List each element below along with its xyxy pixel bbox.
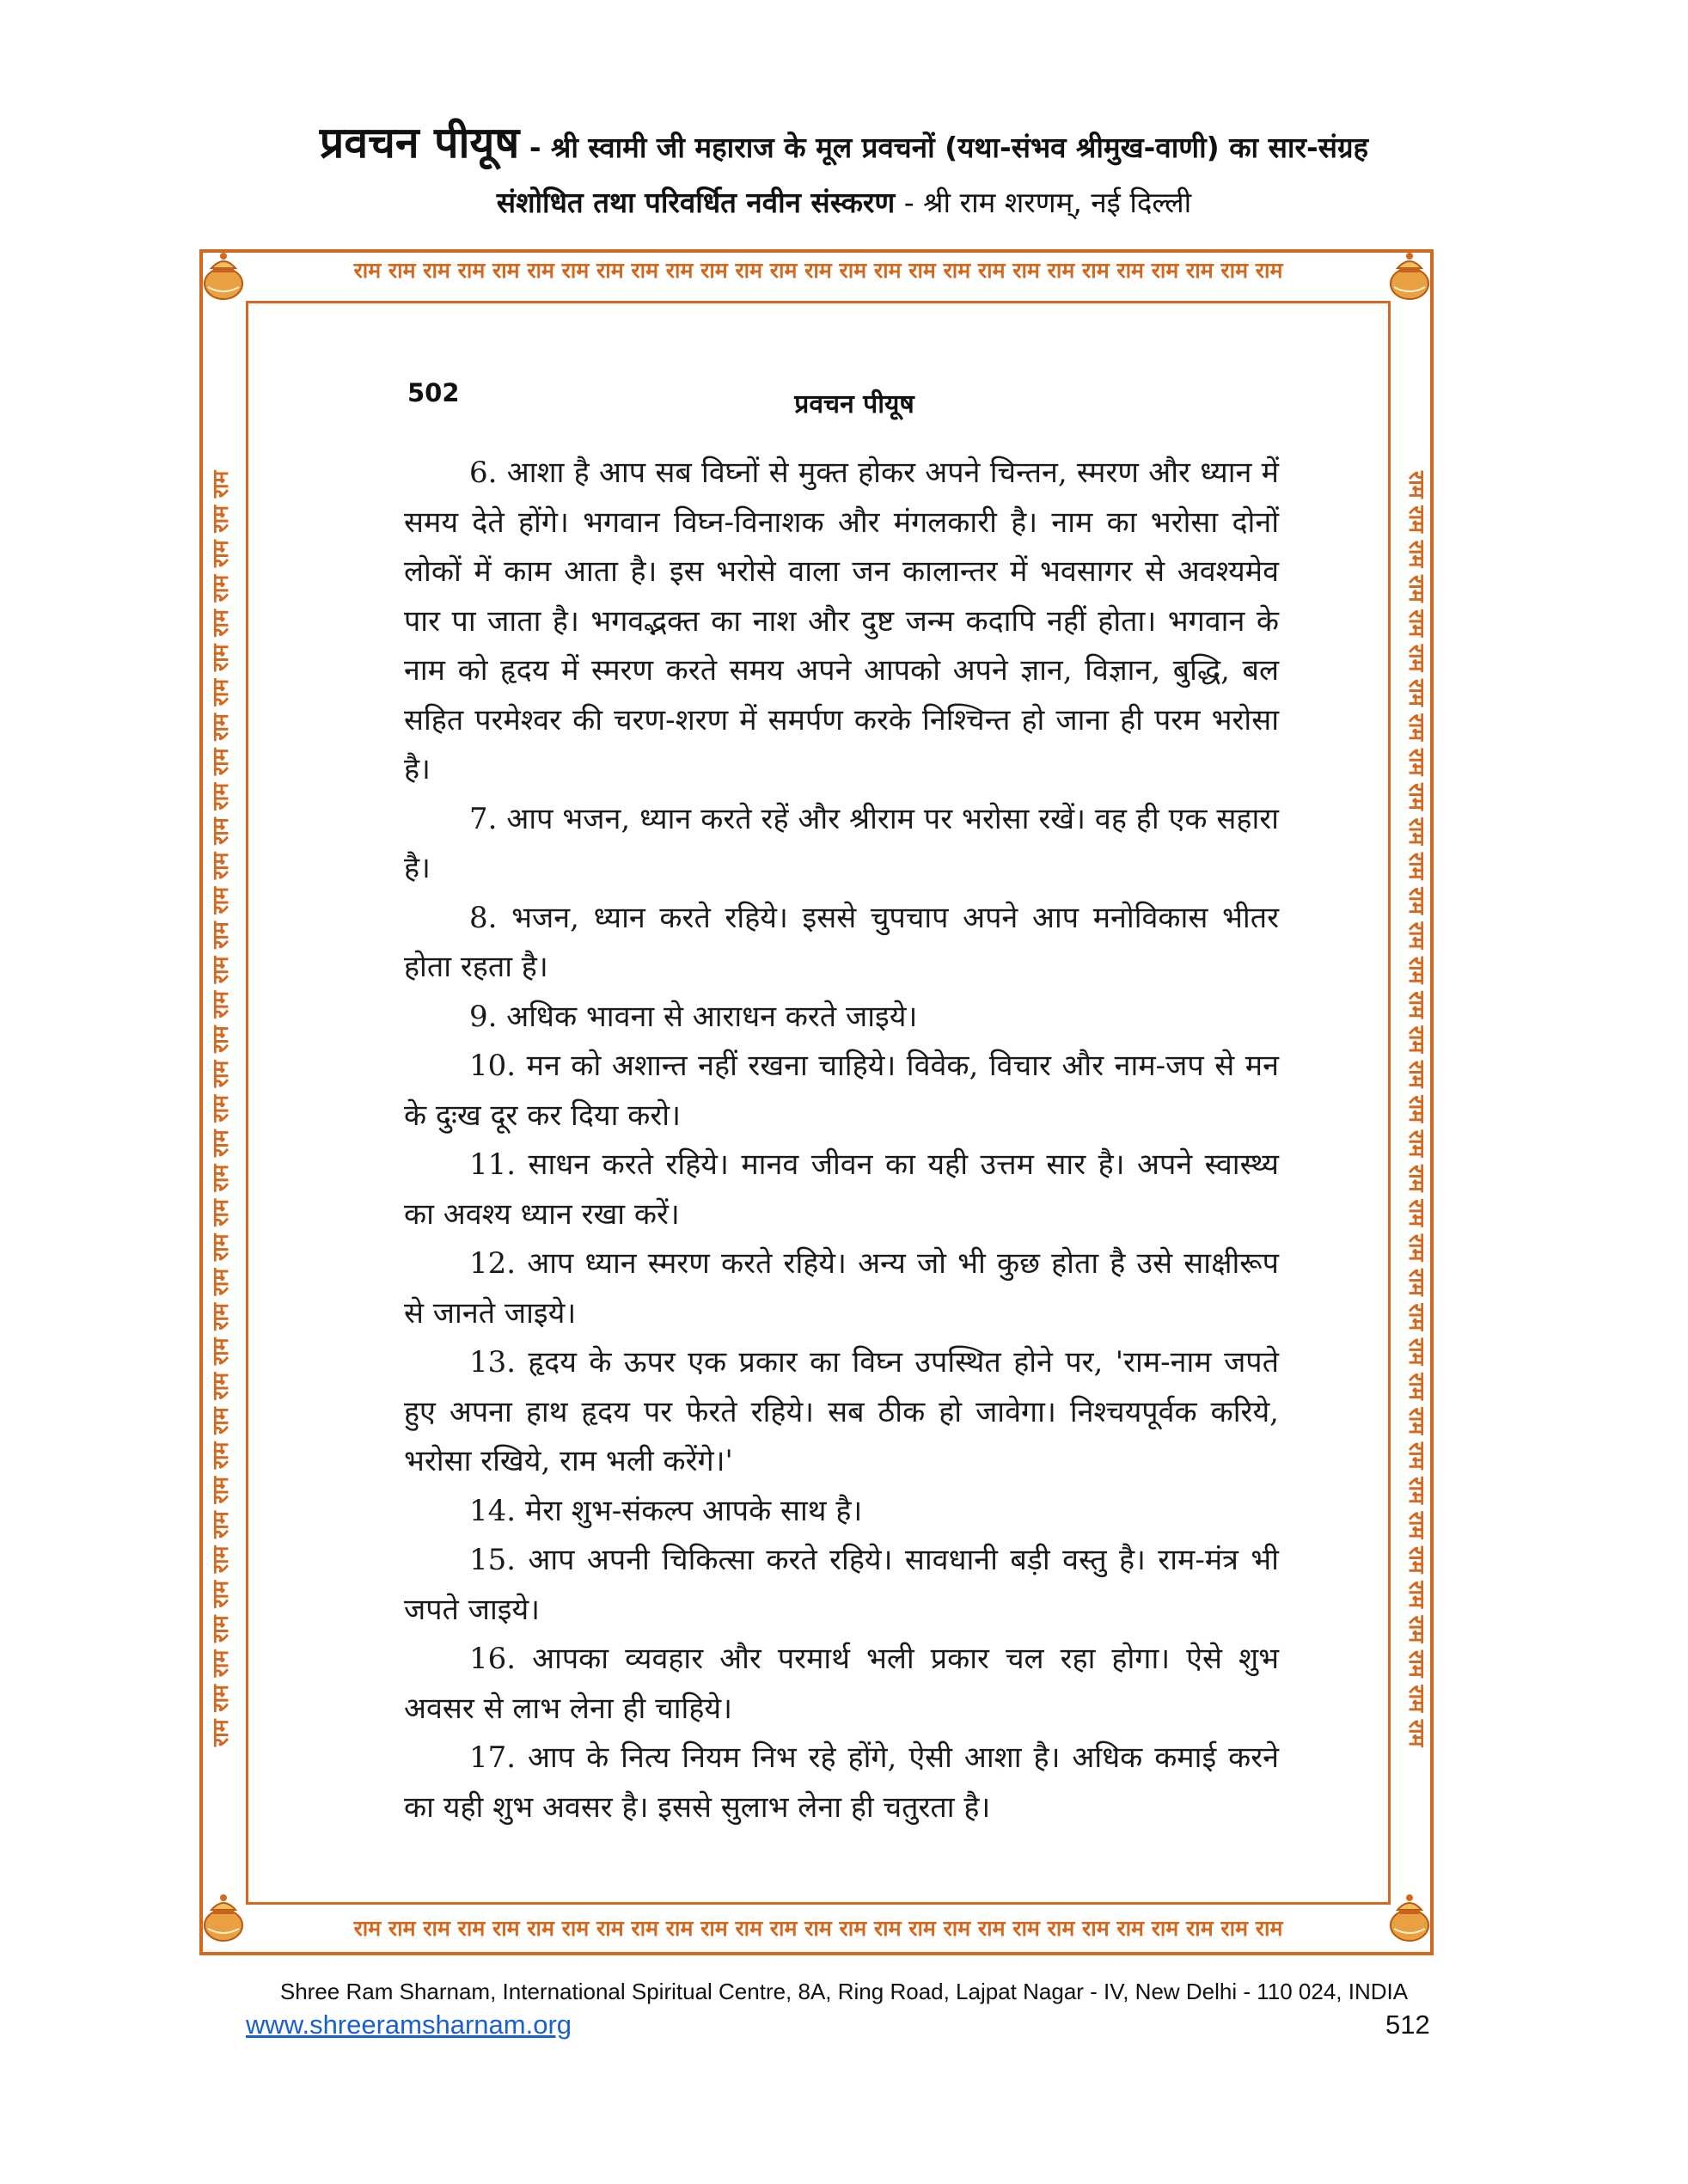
paragraph: 6. आशा है आप सब विघ्नों से मुक्त होकर अपने चिन्तन, स्मरण और ध्यान में समय देते होंगे। भगवान विघ्न-विनाशक और मंगलकारी है। नाम का भरोसा दोनों लोकों में काम आता है। इस भरोसे वाला जन कालान्तर में भवसागर से अवश्यमेव पार पा जाता है। भगवद्भक्त का नाश और दुष्ट जन्म कदापि नहीं होता। भगवान के नाम को हृदय में स्मरण करते समय अपने आपको अपने ज्ञान, विज्ञान, बुद्धि, बल सहित परमेश्वर की चरण-शरण में समर्पण करके निश्चिन्त हो जाना ही परम भरोसा है। xyxy=(404,456,1279,786)
kalash-icon xyxy=(1385,249,1434,304)
paragraph: 14. मेरा शुभ-संकल्प आपके साथ है। xyxy=(469,1493,863,1528)
running-head-text: प्रवचन पीयूष xyxy=(794,389,914,419)
edition-rest: - श्री राम शरणम्, नई दिल्ली xyxy=(895,186,1192,219)
paragraph: 13. हृदय के ऊपर एक प्रकार का विघ्न उपस्थित होने पर, 'राम-नाम जपते हुए अपना हाथ हृदय पर फेरते रहिये। सब ठीक हो जावेगा। निश्चयपूर्वक करिये, भरोसा रखिये, राम भली करेंगे।' xyxy=(404,1345,1279,1478)
footer-address: Shree Ram Sharnam, International Spiritual Centre, 8A, Ring Road, Lajpat Nagar - IV, New Delhi - 110 024, INDIA xyxy=(279,1979,1409,2004)
border-top-ram: राम राम राम राम राम राम राम राम राम राम राम राम राम राम राम राम राम राम राम राम राम राम राम राम राम राम राम xyxy=(353,258,1283,283)
document-title xyxy=(0,112,1688,170)
paragraph: 10. मन को अशान्त नहीं रखना चाहिये। विवेक, विचार और नाम-जप से मन के दुःख दूर कर दिया करो। xyxy=(404,1049,1279,1133)
title-subtitle: - श्री स्वामी जी महाराज के मूल प्रवचनों (यथा-संभव श्रीमुख-वाणी) का सार-संग्रह xyxy=(519,131,1369,164)
paragraph: 9. अधिक भावना से आराधन करते जाइये। xyxy=(469,999,918,1034)
book-running-head xyxy=(0,385,1688,420)
edition-line xyxy=(0,182,1688,221)
border-left-ram: राम राम राम राम राम राम राम राम राम राम राम राम राम राम राम राम राम राम राम राम राम राम राम राम राम राम राम राम राम राम राम राम राम राम राम राम राम xyxy=(208,470,233,1747)
kalash-icon xyxy=(1385,1891,1434,1946)
paragraph: 8. भजन, ध्यान करते रहिये। इससे चुपचाप अपने आप मनोविकास भीतर होता रहता है। xyxy=(404,900,1279,984)
kalash-icon xyxy=(199,249,248,304)
edition-bold: संशोधित तथा परिवर्धित नवीन संस्करण xyxy=(496,186,896,219)
page-body xyxy=(404,449,1279,1832)
paragraph: 15. आप अपनी चिकित्सा करते रहिये। सावधानी बड़ी वस्तु है। राम-मंत्र भी जपते जाइये। xyxy=(404,1543,1279,1627)
border-bottom-ram: राम राम राम राम राम राम राम राम राम राम राम राम राम राम राम राम राम राम राम राम राम राम राम राम राम राम राम xyxy=(353,1916,1283,1941)
border-right-ram: राम राम राम राम राम राम राम राम राम राम राम राम राम राम राम राम राम राम राम राम राम राम राम राम राम राम राम राम राम राम राम राम राम राम राम राम राम xyxy=(1404,470,1429,1747)
paragraph: 17. आप के नित्य नियम निभ रहे होंगे, ऐसी आशा है। अधिक कमाई करने का यही शुभ अवसर है। इससे सुलाभ लेना ही चतुरता है। xyxy=(404,1740,1279,1825)
paragraph: 12. आप ध्यान स्मरण करते रहिये। अन्य जो भी कुछ होता है उसे साक्षीरूप से जानते जाइये। xyxy=(404,1246,1279,1331)
website-link[interactable]: www.shreeramsharnam.org xyxy=(246,2010,572,2040)
book-page-number: 502 xyxy=(407,378,460,407)
pdf-page-number: 512 xyxy=(1385,2010,1430,2040)
kalash-icon xyxy=(199,1891,248,1946)
paragraph: 7. आप भजन, ध्यान करते रहें और श्रीराम पर भरोसा रखें। वह ही एक सहारा है। xyxy=(404,801,1279,885)
paragraph: 16. आपका व्यवहार और परमार्थ भली प्रकार चल रहा होगा। ऐसे शुभ अवसर से लाभ लेना ही चाहिये। xyxy=(404,1642,1279,1726)
title-main: प्रवचन पीयूष xyxy=(319,118,520,168)
paragraph: 11. साधन करते रहिये। मानव जीवन का यही उत्तम सार है। अपने स्वास्थ्य का अवश्य ध्यान रखा करें। xyxy=(404,1147,1279,1232)
